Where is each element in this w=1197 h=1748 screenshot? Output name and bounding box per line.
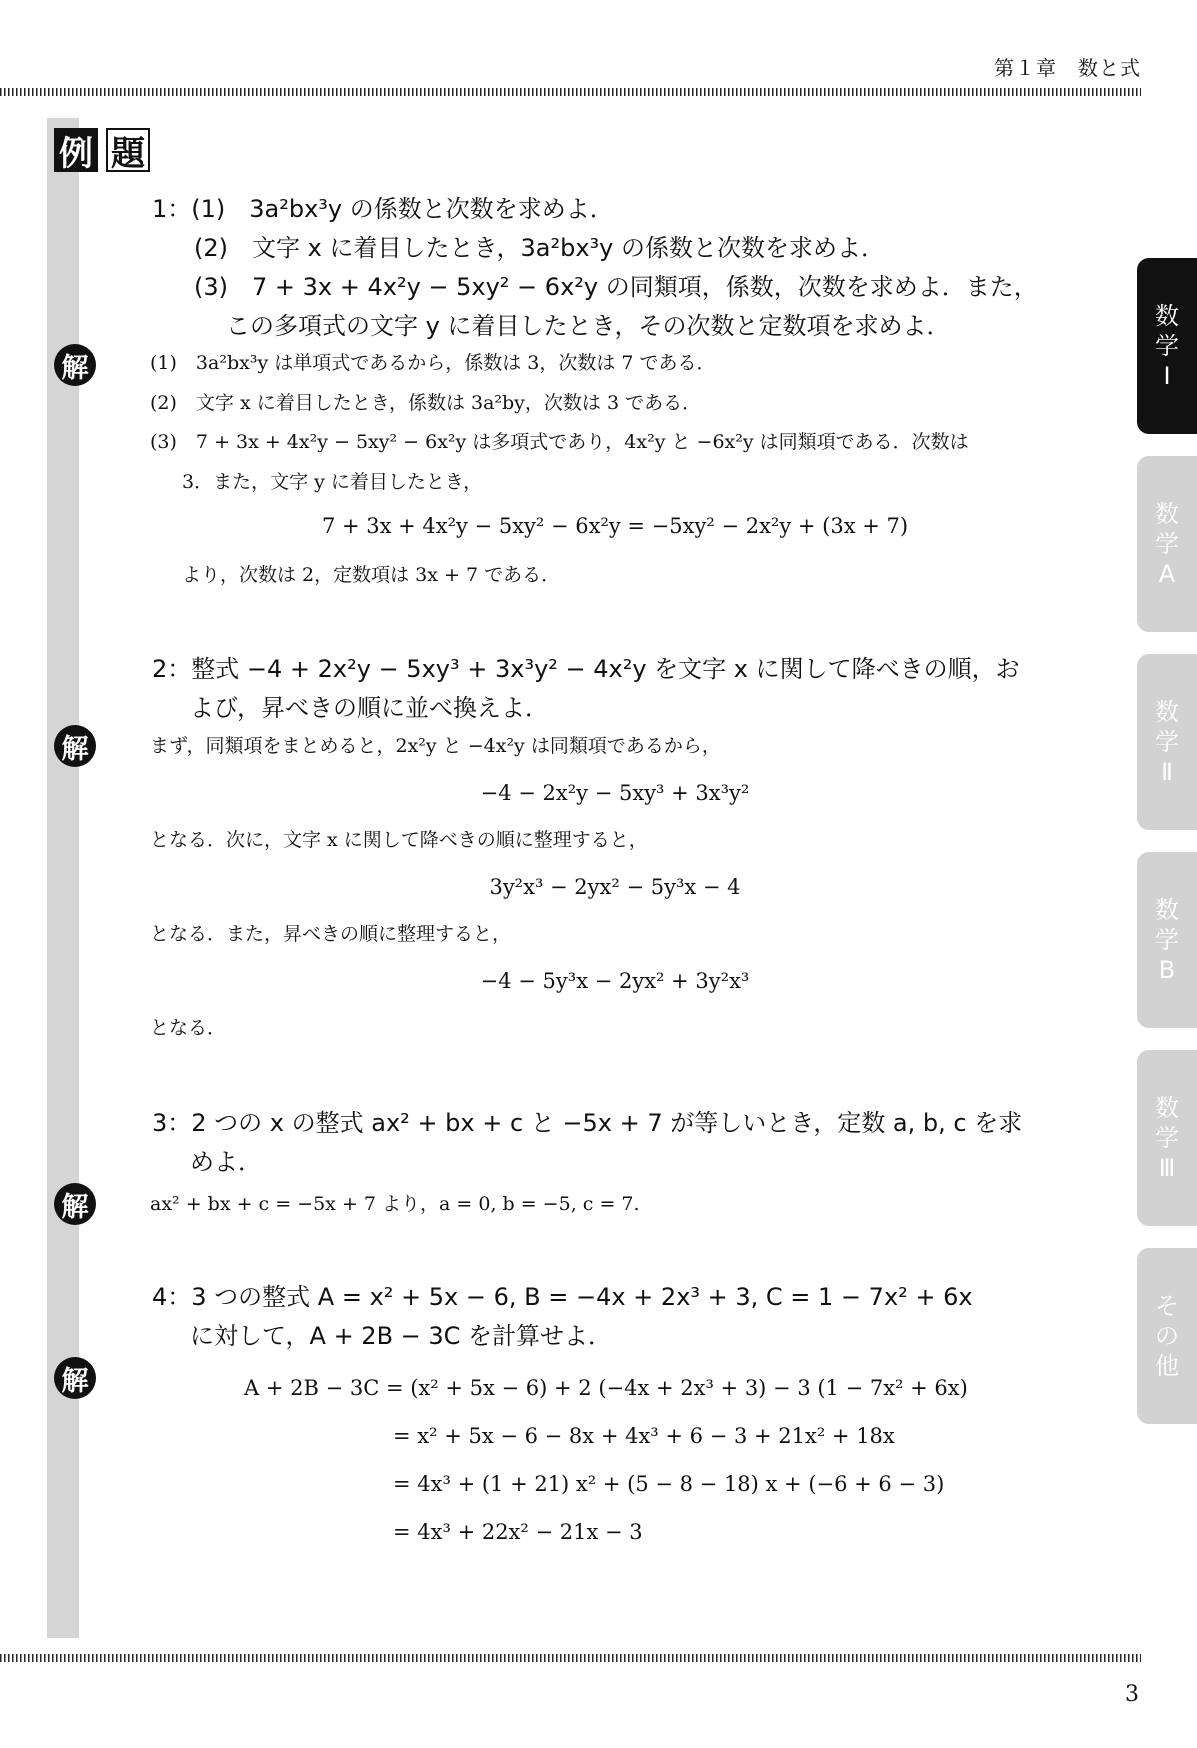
solution-1-line-3: (3) 7 + 3x + 4x²y − 5xy² − 6x²y は多項式であり，4x²y と −6x²y は同類項である．次数は — [150, 431, 969, 453]
tab-label-char: 数 — [1155, 500, 1179, 528]
solution-1-line-4: 3．また，文字 y に着目したとき， — [182, 471, 483, 493]
tab-label-char: 数 — [1155, 698, 1179, 726]
solution-4-equation-2: = x² + 5x − 6 − 8x + 4x³ + 6 − 3 + 21x² + 18x — [393, 1424, 895, 1448]
solution-3-line-1: ax² + bx + c = −5x + 7 より，a = 0, b = −5, c = 7. — [150, 1193, 640, 1215]
tab-math-1[interactable] — [1137, 258, 1197, 434]
tab-label-char: Ⅱ — [1161, 758, 1173, 786]
problem-1-line-3: (3) 7 + 3x + 4x²y − 5xy² − 6x²y の同類項，係数，次数を求めよ．また， — [194, 273, 1038, 301]
top-rule — [0, 88, 1141, 96]
tab-label-char: Ⅰ — [1163, 362, 1171, 390]
tab-label-char: Ⅲ — [1158, 1154, 1176, 1182]
solution-2-equation-3: −4 − 5y³x − 2yx² + 3y²x³ — [480, 969, 750, 993]
solution-1-line-5: より，次数は 2，定数項は 3x + 7 である． — [182, 564, 561, 586]
problem-2-line-2: よび，昇べきの順に並べ換えよ． — [190, 694, 550, 722]
kai-badge: 解 — [54, 1183, 96, 1225]
problem-4-line-2: に対して，A + 2B − 3C を計算せよ． — [190, 1322, 613, 1350]
tab-math-a[interactable] — [1137, 456, 1197, 632]
kai-badge: 解 — [54, 344, 96, 386]
solution-2-line-2: となる．次に，文字 x に関して降べきの順に整理すると， — [150, 829, 648, 851]
tab-label-char: 数 — [1155, 896, 1179, 924]
bottom-rule — [0, 1654, 1141, 1662]
tab-math-2[interactable] — [1137, 654, 1197, 830]
tab-label-char: 学 — [1155, 530, 1179, 558]
tab-math-3[interactable] — [1137, 1050, 1197, 1226]
chapter-header: 第１章 数と式 — [994, 56, 1141, 80]
tab-label-char: 数 — [1155, 302, 1179, 330]
tab-math-b[interactable] — [1137, 852, 1197, 1028]
tab-other[interactable] — [1137, 1248, 1197, 1424]
solution-4-equation-3: = 4x³ + (1 + 21) x² + (5 − 8 − 18) x + (−6 + 6 − 3) — [393, 1472, 945, 1496]
tab-label-char: 学 — [1155, 728, 1179, 756]
tab-label-char: 学 — [1155, 926, 1179, 954]
tab-label-char: A — [1158, 560, 1176, 588]
tab-label-char: 学 — [1155, 1124, 1179, 1152]
solution-1-line-2: (2) 文字 x に着目したとき，係数は 3a²by，次数は 3 である． — [150, 392, 702, 414]
reidai-title — [54, 128, 150, 172]
kai-badge: 解 — [54, 725, 96, 767]
kai-badge: 解 — [54, 1357, 96, 1399]
problem-3-line-1: 3：2 つの x の整式 ax² + bx + c と −5x + 7 が等しいとき，定数 a, b, c を求 — [152, 1109, 1023, 1137]
solution-1-equation: 7 + 3x + 4x²y − 5xy² − 6x²y = −5xy² − 2x²y + (3x + 7) — [321, 514, 909, 538]
tab-label-char: の — [1155, 1322, 1179, 1350]
tab-label-char: そ — [1155, 1292, 1179, 1320]
tab-label-char: B — [1158, 956, 1176, 984]
problem-4-line-1: 4：3 つの整式 A = x² + 5x − 6, B = −4x + 2x³ + 3, C = 1 − 7x² + 6x — [152, 1283, 973, 1311]
reidai-char-dai: 題 — [106, 128, 150, 172]
page-number: 3 — [1125, 1682, 1139, 1707]
tab-label-char: 学 — [1155, 332, 1179, 360]
solution-4-equation-4: = 4x³ + 22x² − 21x − 3 — [393, 1520, 643, 1544]
problem-2-line-1: 2：整式 −4 + 2x²y − 5xy³ + 3x³y² − 4x²y を文字 x に関して降べきの順，お — [152, 655, 1020, 683]
solution-2-equation-1: −4 − 2x²y − 5xy³ + 3x³y² — [480, 781, 750, 805]
problem-3-line-2: めよ． — [190, 1148, 262, 1176]
solution-1-line-1: (1) 3a²bx³y は単項式であるから，係数は 3，次数は 7 である． — [150, 352, 716, 374]
tab-label-char: 他 — [1155, 1352, 1179, 1380]
solution-2-line-3: となる．また，昇べきの順に整理すると， — [150, 923, 512, 945]
problem-1-line-2: (2) 文字 x に着目したとき，3a²bx³y の係数と次数を求めよ． — [194, 234, 885, 262]
tab-label-char: 数 — [1155, 1094, 1179, 1122]
solution-2-line-4: となる． — [150, 1017, 227, 1039]
solution-4-equation-1: A + 2B − 3C = (x² + 5x − 6) + 2 (−4x + 2x³ + 3) − 3 (1 − 7x² + 6x) — [244, 1376, 968, 1400]
problem-1-line-1: 1：(1) 3a²bx³y の係数と次数を求めよ． — [152, 195, 614, 223]
solution-2-equation-2: 3y²x³ − 2yx² − 5y³x − 4 — [489, 875, 741, 899]
solution-2-line-1: まず，同類項をまとめると，2x²y と −4x²y は同類項であるから， — [150, 735, 721, 757]
problem-1-line-4: この多項式の文字 y に着目したとき，その次数と定数項を求めよ． — [226, 312, 951, 340]
reidai-char-rei: 例 — [54, 128, 98, 172]
